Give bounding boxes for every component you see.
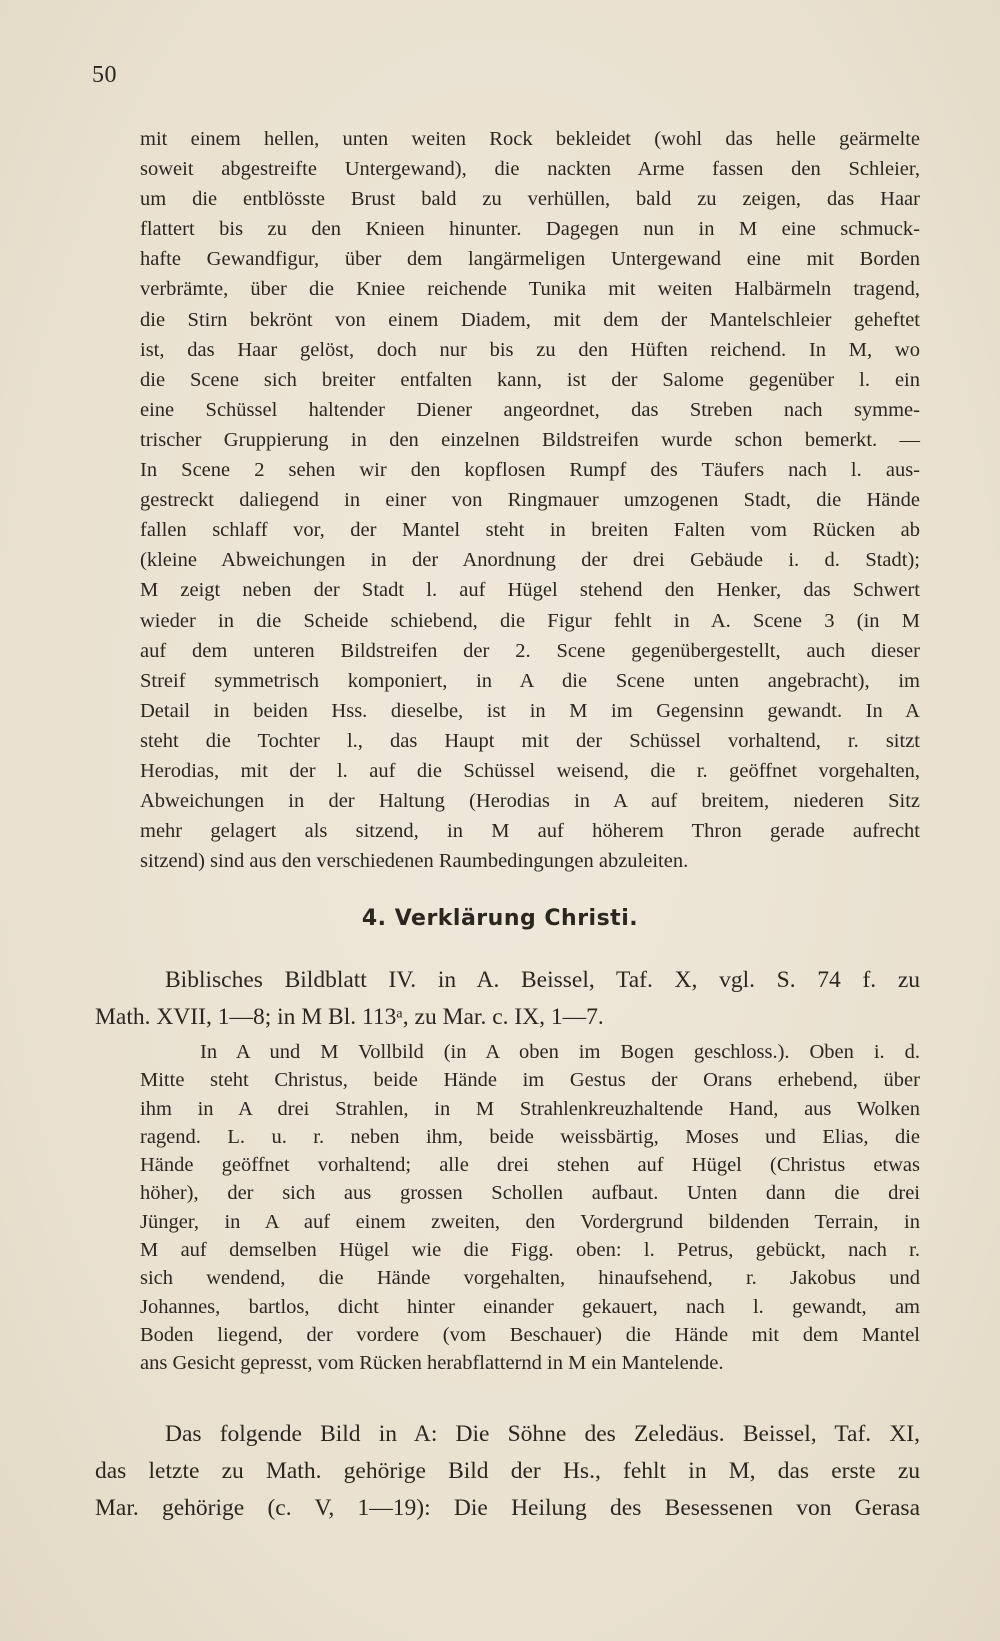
paragraph-following-image — [95, 1416, 920, 1527]
text-line: Abweichungen in der Haltung (Herodias in A auf breitem, niederen Sitz — [140, 790, 920, 813]
text-line: um die entblösste Brust bald zu verhüllen, bald zu zeigen, das Haar — [140, 188, 920, 211]
section-heading: 4. Verklärung Christi. — [361, 906, 639, 931]
text-line: ist, das Haar gelöst, doch nur bis zu den Hüften reichend. In M, wo — [140, 338, 920, 361]
text-line: trischer Gruppierung in den einzelnen Bildstreifen wurde schon bemerkt. — — [140, 428, 920, 451]
text-line: (kleine Abweichungen in der Anordnung der drei Gebäude i. d. Stadt); — [140, 549, 920, 572]
text-line: M auf demselben Hügel wie die Figg. oben: l. Petrus, gebückt, nach r. — [140, 1239, 920, 1262]
text-line: M zeigt neben der Stadt l. auf Hügel stehend den Henker, das Schwert — [140, 579, 920, 602]
text-line: die Scene sich breiter entfalten kann, ist der Salome gegenüber l. ein — [140, 368, 920, 391]
text-line: ihm in A drei Strahlen, in M Strahlenkreuzhaltende Hand, aus Wolken — [140, 1097, 920, 1120]
source-reference — [95, 962, 920, 1036]
text-line: steht die Tochter l., das Haupt mit der Schüssel vorhaltend, r. sitzt — [140, 729, 920, 752]
text-line: mit einem hellen, unten weiten Rock bekleidet (wohl das helle geärmelte — [140, 128, 920, 150]
text-line: Streif symmetrisch komponiert, in A die Scene unten angebracht), im — [140, 669, 920, 692]
text-line: Detail in beiden Hss. dieselbe, ist in M im Gegensinn gewandt. In A — [140, 699, 920, 722]
text-line: soweit abgestreifte Untergewand), die nackten Arme fassen den Schleier, — [140, 158, 920, 181]
text-line: auf dem unteren Bildstreifen der 2. Scene gegenübergestellt, auch dieser — [140, 639, 920, 662]
text-line: verbrämte, über die Kniee reichende Tunika mit weiten Halbärmeln tragend, — [140, 278, 920, 301]
text-line: ragend. L. u. r. neben ihm, beide weissbärtig, Moses und Elias, die — [140, 1125, 920, 1148]
text-line: sich wendend, die Hände vorgehalten, hinaufsehend, r. Jakobus und — [140, 1267, 920, 1290]
text-line: höher), der sich aus grossen Schollen aufbaut. Unten dann die drei — [140, 1182, 920, 1205]
page-number: 50 — [92, 62, 117, 88]
text-line: flattert bis zu den Knieen hinunter. Dagegen nun in M eine schmuck- — [140, 218, 920, 241]
text-line: Johannes, bartlos, dicht hinter einander gekauert, nach l. gewandt, am — [140, 1295, 920, 1318]
text-line: Das folgende Bild in A: Die Söhne des Zeledäus. Beissel, Taf. XI, — [165, 1421, 920, 1447]
text-line: Herodias, mit der l. auf die Schüssel weisend, die r. geöffnet vorgehalten, — [140, 759, 920, 782]
text-line: eine Schüssel haltender Diener angeordnet, das Streben nach symme- — [140, 398, 920, 421]
text-line: Biblisches Bildblatt IV. in A. Beissel, Taf. X, vgl. S. 74 f. zu — [165, 967, 920, 993]
text-line: ans Gesicht gepresst, vom Rücken herabflatternd in M ein Mantelende. — [140, 1352, 724, 1375]
text-line: Hände geöffnet vorhaltend; alle drei stehen auf Hügel (Christus etwas — [140, 1154, 920, 1177]
paragraph-salome-description — [140, 124, 920, 876]
text-line: wieder in die Scheide schiebend, die Figur fehlt in A. Scene 3 (in M — [140, 609, 920, 632]
text-line: Boden liegend, der vordere (vom Beschauer) die Hände mit dem Mantel — [140, 1323, 920, 1346]
text-line: Mar. gehörige (c. V, 1—19): Die Heilung des Besessenen von Gerasa — [95, 1495, 920, 1521]
text-line: die Stirn bekrönt von einem Diadem, mit dem der Mantelschleier geheftet — [140, 308, 920, 331]
text-line: Mitte steht Christus, beide Hände im Gestus der Orans erhebend, über — [140, 1069, 920, 1092]
text-line: gestreckt daliegend in einer von Ringmauer umzogenen Stadt, die Hände — [140, 489, 920, 512]
text-line: hafte Gewandfigur, über dem langärmeligen Untergewand eine mit Borden — [140, 248, 920, 271]
text-line: das letzte zu Math. gehörige Bild der Hs., fehlt in M, das erste zu — [95, 1458, 920, 1484]
text-line: Jünger, in A auf einem zweiten, den Vordergrund bildenden Terrain, in — [140, 1210, 920, 1233]
text-line: sitzend) sind aus den verschiedenen Raumbedingungen abzuleiten. — [140, 850, 689, 873]
text-line: In Scene 2 sehen wir den kopflosen Rumpf des Täufers nach l. aus- — [140, 459, 920, 482]
paragraph-transfiguration-description — [140, 1038, 920, 1378]
text-line: mehr gelagert als sitzend, in M auf höherem Thron gerade aufrecht — [140, 820, 920, 843]
text-line: fallen schlaff vor, der Mantel steht in breiten Falten vom Rücken ab — [140, 519, 920, 542]
text-line: In A und M Vollbild (in A oben im Bogen geschloss.). Oben i. d. — [200, 1041, 920, 1063]
text-line: Math. XVII, 1—8; in M Bl. 113ᵃ, zu Mar. c. IX, 1—7. — [95, 1004, 604, 1030]
